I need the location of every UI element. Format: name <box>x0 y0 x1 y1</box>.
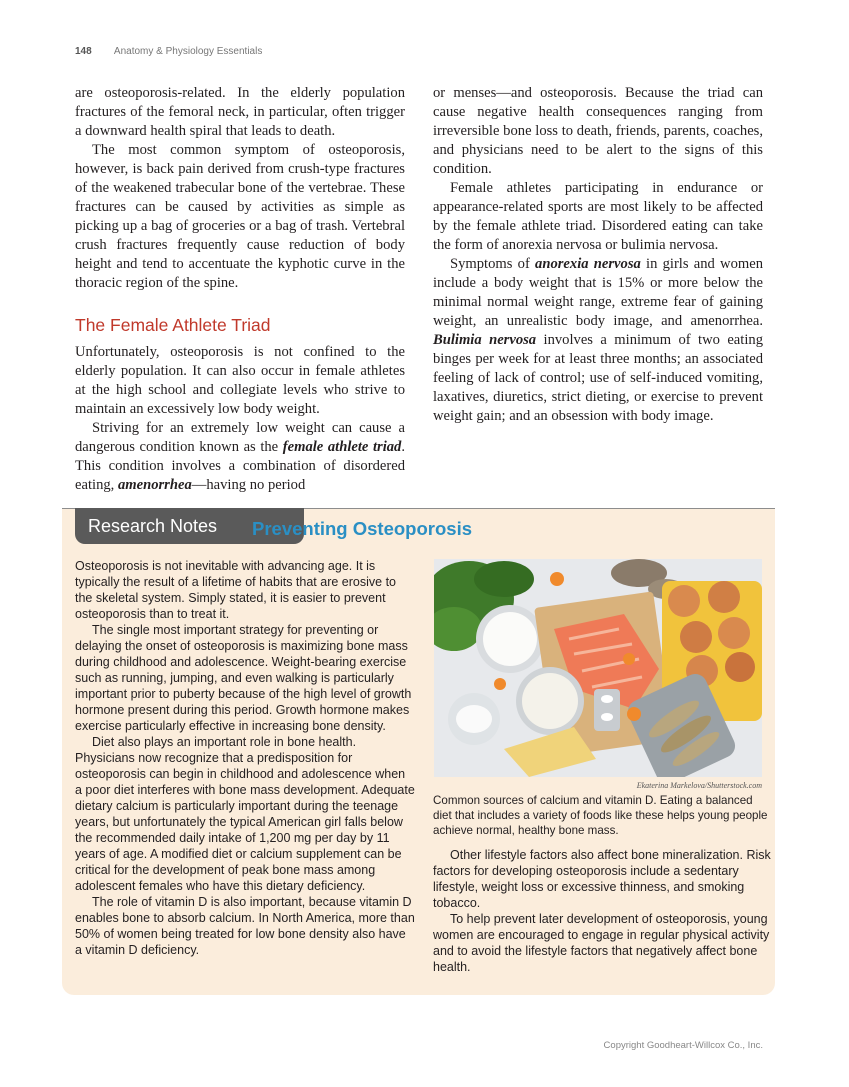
key-term: amenorrhea <box>117 477 192 493</box>
paragraph: Other lifestyle factors also affect bone mineralization. Risk factors for developing osteoporosis include a sedentary lifestyle, weight loss or excessive thinness, and smoking tobacco. <box>433 848 771 910</box>
right-text-column <box>433 84 763 426</box>
photo-caption: Common sources of calcium and vitamin D. Eating a balanced diet that includes a variety of foods like these helps young people achieve normal, healthy bone mass. <box>433 794 768 837</box>
paragraph: Unfortunately, osteoporosis is not confined to the elderly population. It can also occur in female athletes at the high school and collegiate levels who strive to maintain an excessively low body weight. <box>75 344 405 417</box>
book-title: Anatomy & Physiology Essentials <box>113 46 263 57</box>
text-run: Symptoms of <box>450 256 536 272</box>
paragraph: Osteoporosis is not inevitable with advancing age. It is typically the result of a lifetime of habits that are erosive to the skeletal system. Simply stated, it is easier to prevent osteoporosis than to treat it. <box>75 559 396 621</box>
key-term: female athlete triad <box>282 439 402 455</box>
paragraph <box>75 419 405 495</box>
research-notes-right-column <box>433 847 773 975</box>
text-run: Striving for an extremely low weight can cause a dangerous condition known as the <box>75 420 405 455</box>
paragraph: Female athletes participating in endurance or appearance-related sports are most likely to be affected by the female athlete triad. Disordered eating can take the form of anorexia nervosa or bulimia nervosa. <box>433 180 763 253</box>
section-heading: The Female Athlete Triad <box>75 315 271 335</box>
calcium-foods-photo <box>434 559 762 777</box>
copyright-footer: Copyright Goodheart-Willcox Co., Inc. <box>603 1040 763 1051</box>
key-term: anorexia nervosa <box>535 256 641 272</box>
food-illustration <box>434 559 762 777</box>
page-number: 148 <box>75 46 92 57</box>
research-notes-box <box>62 508 775 995</box>
text-run: . This condition involves a combination of disordered eating, <box>75 439 406 493</box>
paragraph: are osteoporosis-related. In the elderly population fractures of the femoral neck, in particular, often trigger a downward health spiral that leads to death. <box>75 85 405 139</box>
left-text-column <box>75 84 405 495</box>
paragraph <box>433 255 763 426</box>
key-term: Bulimia nervosa <box>433 332 537 348</box>
photo-credit: Ekaterina Markelova/Shutterstock.com <box>636 781 762 790</box>
paragraph: To help prevent later development of osteoporosis, young women are encouraged to engage in regular physical activity and to avoid the lifestyle factors that negatively affect bone health. <box>433 912 770 974</box>
research-notes-tab: Research Notes <box>75 508 304 544</box>
research-notes-title: Preventing Osteoporosis <box>252 518 472 539</box>
text-run: involves a minimum of two eating binges per week for at least three months; an associated feeling of lack of control; use of self-induced vomiting, laxatives, diuretics, strict dieting, or exercise to prevent weight gain; and an obsession with body image. <box>433 332 763 424</box>
research-notes-left-column <box>75 558 415 958</box>
paragraph: Diet also plays an important role in bone health. Physicians now recognize that a predisposition for osteoporosis can begin in childhood and adolescence when a poor diet interferes with bone mass development. Adequate dietary calcium is particularly important during the teenage years, but unfortunately the typical American girl falls below the recommended daily intake of 1,200 mg per day by 11 years of age. A modified diet or calcium supplement can be critical for the development of peak bone mass among adolescent females who have this dietary deficiency. <box>75 735 415 893</box>
paragraph: The role of vitamin D is also important, because vitamin D enables bone to absorb calcium. In North America, more than 50% of women being treated for low bone density also have a vitamin D deficiency. <box>75 895 415 957</box>
text-run: in girls and women include a body weight that is 15% or more below the minimal normal weight range, extreme fear of gaining weight, an unrealistic body image, and amenorrhea. <box>433 256 764 329</box>
paragraph: The single most important strategy for preventing or delaying the onset of osteoporosis is maximizing bone mass during childhood and adolescence. Weight-bearing exercise such as running, jumping, and even walking is particularly important prior to puberty because of the high level of growth hormone present during this period. Growth hormone makes exercise particularly effective in increasing bone density. <box>75 623 412 733</box>
running-header <box>75 46 262 57</box>
paragraph: The most common symptom of osteoporosis, however, is back pain derived from crush-type fractures of the weakened trabecular bone of the vertebrae. These fractures can be caused by activities as simple as picking up a bag of groceries or a bag of trash. Vertebral crush fractures frequently cause reduction of body height and tend to accentuate the kyphotic curve in the thoracic region of the spine. <box>75 142 405 291</box>
paragraph: or menses—and osteoporosis. Because the triad can cause negative health consequences ranging from irreversible bone loss to death, friends, parents, coaches, and physicians need to be alert to the signs of this condition. <box>433 85 763 177</box>
text-run: —having no period <box>191 477 306 493</box>
